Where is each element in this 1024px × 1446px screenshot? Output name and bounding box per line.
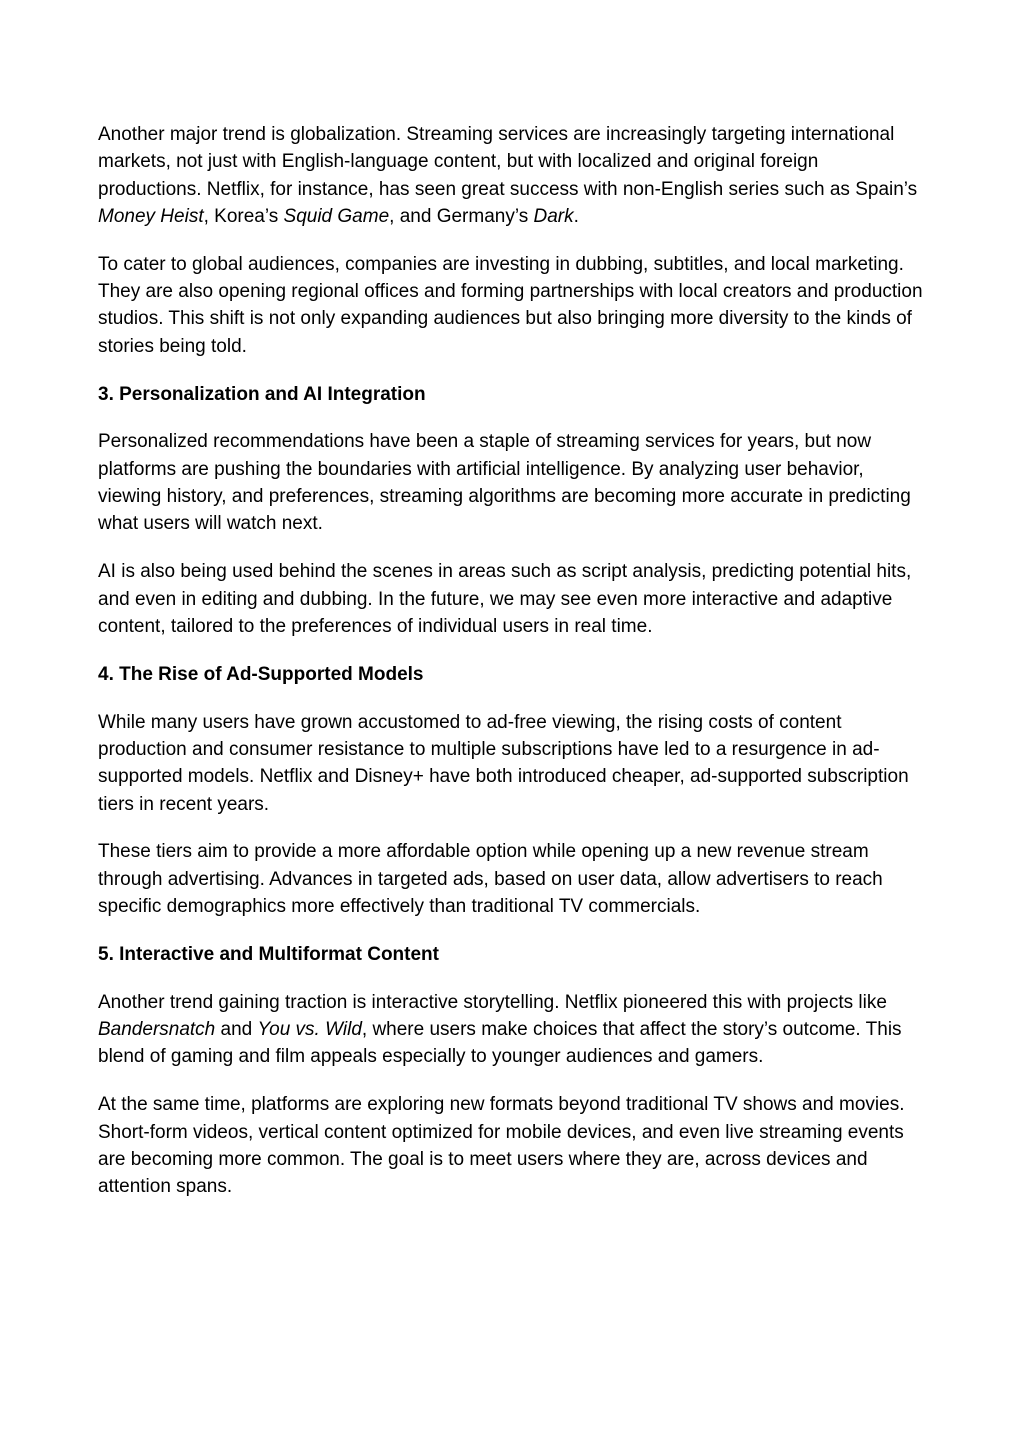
title-squid-game: Squid Game — [283, 205, 390, 227]
paragraph-text: , where users make choices that affect the story’s outcome. This blend of gaming and film appeals especially to younger audiences and gamers. — [98, 1019, 902, 1068]
paragraph-text: . — [573, 205, 579, 227]
paragraph-text: Another trend gaining traction is interactive storytelling. Netflix pioneered this with projects like — [98, 991, 887, 1013]
section-heading-personalization: 3. Personalization and AI Integration — [98, 383, 426, 405]
paragraph-ad-free-viewing: While many users have grown accustomed to ad-free viewing, the rising costs of content production and consumer resistance to multiple subscriptions have led to a resurgence in ad-supported models. Netflix and Disney+ have both introduced cheaper, ad-supported subscription tiers in recent years. — [98, 711, 909, 815]
title-bandersnatch: Bandersnatch — [98, 1019, 216, 1041]
title-dark: Dark — [533, 205, 574, 227]
paragraph-text: , and Germany’s — [389, 205, 534, 227]
paragraph-text: , Korea’s — [203, 205, 284, 227]
title-you-vs-wild: You vs. Wild — [257, 1019, 362, 1041]
paragraph-global-audiences: To cater to global audiences, companies are investing in dubbing, subtitles, and local marketing. They are also opening regional offices and forming partnerships with local creators and production studios. This shift is not only expanding audiences but also bringing more diversity to the kinds of stories being told. — [98, 253, 923, 357]
paragraph-recommendations: Personalized recommendations have been a staple of streaming services for years, but now platforms are pushing the boundaries with artificial intelligence. By analyzing user behavior, viewing history, and preferences, streaming algorithms are becoming more accurate in predicting what users will watch next. — [98, 431, 911, 535]
paragraph-text: Another major trend is globalization. Streaming services are increasingly targeting international markets, not just with English-language content, but with localized and original foreign productions. Netflix, for instance, has seen great success with non-English series such as Spain’s — [98, 124, 918, 200]
paragraph-interactive-storytelling — [98, 989, 924, 1071]
paragraph-new-formats: At the same time, platforms are exploring new formats beyond traditional TV shows and movies. Short-form videos, vertical content optimized for mobile devices, and even live streaming events are becoming more common. The goal is to meet users where they are, across devices and attention spans. — [98, 1094, 905, 1198]
paragraph-globalization — [98, 121, 924, 230]
paragraph-ai-behind-scenes: AI is also being used behind the scenes in areas such as script analysis, predicting potential hits, and even in editing and dubbing. In the future, we may see even more interactive and adaptive content, tailored to the preferences of individual users in real time. — [98, 561, 912, 637]
section-heading-interactive: 5. Interactive and Multiformat Content — [98, 943, 439, 965]
paragraph-tiers: These tiers aim to provide a more affordable option while opening up a new revenue stream through advertising. Advances in targeted ads, based on user data, allow advertisers to reach specific demographics more effectively than traditional TV commercials. — [98, 841, 883, 917]
paragraph-text: and — [215, 1019, 258, 1041]
section-heading-ad-supported: 4. The Rise of Ad-Supported Models — [98, 663, 424, 685]
title-money-heist: Money Heist — [98, 205, 204, 227]
document-page — [98, 121, 924, 1221]
